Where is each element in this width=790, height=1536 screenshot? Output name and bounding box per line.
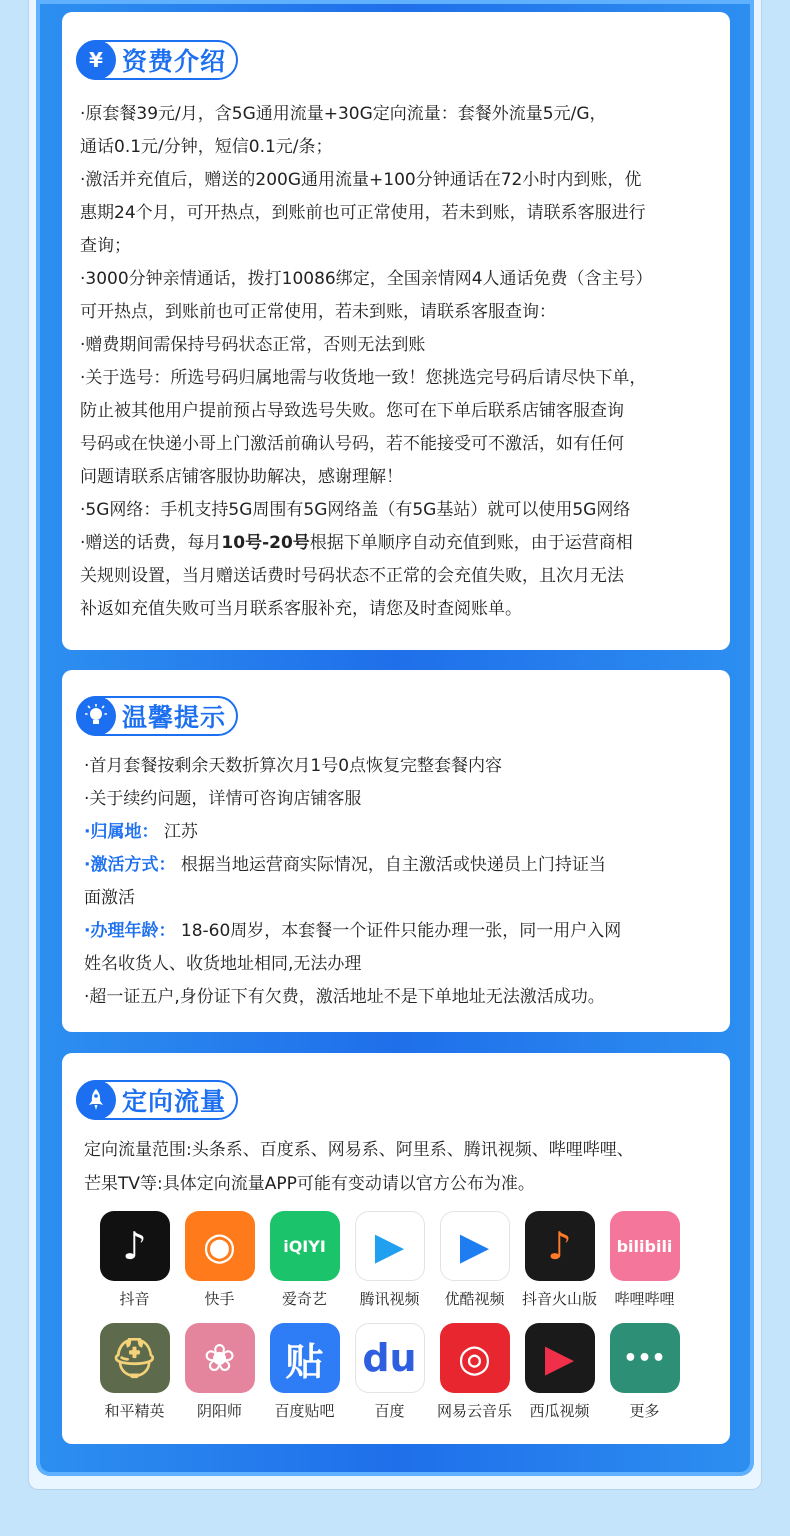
tips-content [84,750,724,1014]
app-label: 阴阳师 [196,1402,242,1420]
fee-line: 关规则设置，当月赠送话费时号码状态不正常的会充值失败，且次月无法 [80,566,624,586]
tip-line: 面激活 [84,888,135,908]
tips-section-title: 温馨提示 [122,703,227,732]
more-icon: ••• [610,1323,680,1393]
tips-section-header [76,696,238,736]
fee-content [80,98,720,626]
tip-line: ·超一证五户,身份证下有欠费，激活地址不是下单地址无法激活成功。 [84,987,605,1007]
app-label: 抖音 [119,1290,150,1308]
app-item[interactable] [262,1211,347,1309]
app-item[interactable] [92,1323,177,1421]
fee-line: 通话0.1元/分钟，短信0.1元/条； [80,137,333,157]
fee-card [62,12,730,650]
douyin-huoshan-icon: ♪ [525,1211,595,1281]
age-label: ·办理年龄： [84,921,176,941]
app-item[interactable] [347,1211,432,1309]
douyin-icon: ♪ [100,1211,170,1281]
app-label: 腾讯视频 [359,1290,420,1308]
region-label: ·归属地： [84,822,159,842]
age-line [84,915,724,948]
directed-desc-line: 定向流量范围:头条系、百度系、网易系、阿里系、腾讯视频、哔哩哔哩、 [84,1140,634,1160]
fee-line: ·原套餐39元/月，含5G通用流量+30G定向流量：套餐外流量5元/G， [80,104,607,124]
app-item[interactable] [517,1323,602,1421]
app-label: 抖音火山版 [521,1290,597,1308]
app-item[interactable] [177,1211,262,1309]
app-label: 和平精英 [104,1402,165,1420]
app-label: 优酷视频 [444,1290,505,1308]
fee-line: 问题请联系店铺客服协助解决，感谢理解！ [80,467,403,487]
xigua-icon: ▶ [525,1323,595,1393]
baidu-tieba-icon: 贴 [270,1323,340,1393]
fee-line: 补返如充值失败可当月联系客服补充，请您及时查阅账单。 [80,599,522,619]
tencent-video-icon: ▶ [355,1211,425,1281]
tip-line: ·首月套餐按剩余天数折算次月1号0点恢复完整套餐内容 [84,756,503,776]
directed-desc [84,1133,724,1201]
app-label: 百度贴吧 [274,1402,335,1420]
directed-section-title: 定向流量 [122,1087,227,1116]
iqiyi-icon: iQIYI [270,1211,340,1281]
tips-card [62,670,730,1032]
fee-line: ·激活并充值后，赠送的200G通用流量+100分钟通话在72小时内到账，优 [80,170,642,190]
activation-label: ·激活方式： [84,855,176,875]
gift-line [80,527,720,560]
gift-prefix: ·赠送的话费，每月 [80,533,222,553]
yen-icon: ¥ [76,40,116,80]
fee-section-title: 资费介绍 [122,47,227,76]
app-item[interactable] [262,1323,347,1421]
fee-line: 惠期24个月，可开热点，到账前也可正常使用，若未到账，请联系客服进行 [80,203,646,223]
region-value: 江苏 [163,822,198,842]
app-grid [92,1211,692,1421]
gift-suffix: 根据下单顺序自动充值到账，由于运营商相 [309,533,633,553]
fee-line: ·3000分钟亲情通话，拨打10086绑定，全国亲情网4人通话免费（含主号） [80,269,653,289]
netease-music-icon: ◎ [440,1323,510,1393]
app-label: 快手 [204,1290,235,1308]
app-item[interactable] [602,1323,687,1421]
lightbulb-icon [76,696,116,736]
tip-line: 姓名收货人、收货地址相同,无法办理 [84,954,362,974]
onmyoji-icon: ❀ [185,1323,255,1393]
app-label: 哔哩哔哩 [614,1290,675,1308]
app-item[interactable] [177,1323,262,1421]
activation-line [84,849,724,882]
kuaishou-icon: ◉ [185,1211,255,1281]
app-label: 西瓜视频 [529,1402,590,1420]
fee-line: ·5G网络：手机支持5G周围有5G网络盖（有5G基站）就可以使用5G网络 [80,500,631,520]
directed-card [62,1053,730,1444]
app-label: 网易云音乐 [436,1402,512,1420]
directed-desc-line: 芒果TV等:具体定向流量APP可能有变动请以官方公布为准。 [84,1174,535,1194]
bilibili-icon: bilibili [610,1211,680,1281]
fee-line: 可开热点，到账前也可正常使用，若未到账，请联系客服查询： [80,302,556,322]
app-item[interactable] [602,1211,687,1309]
app-label: 更多 [629,1402,660,1420]
app-item[interactable] [347,1323,432,1421]
app-label: 爱奇艺 [281,1290,327,1308]
directed-section-header [76,1080,238,1120]
fee-section-header [76,40,238,80]
fee-line: ·关于选号：所选号码归属地需与收货地一致！您挑选完号码后请尽快下单， [80,368,647,388]
age-value: 18-60周岁，本套餐一个证件只能办理一张，同一用户入网 [180,921,622,941]
youku-icon: ▶ [440,1211,510,1281]
peace-elite-icon: ⛑ [100,1323,170,1393]
gift-date-range: 10号-20号 [221,533,310,553]
app-item[interactable] [517,1211,602,1309]
app-item[interactable] [432,1211,517,1309]
fee-line: 查询； [80,236,131,256]
baidu-icon: du [355,1323,425,1393]
fee-line: ·赠费期间需保持号码状态正常，否则无法到账 [80,335,426,355]
fee-line: 号码或在快递小哥上门激活前确认号码，若不能接受可不激活，如有任何 [80,434,624,454]
app-item[interactable] [432,1323,517,1421]
region-line [84,816,724,849]
rocket-icon [76,1080,116,1120]
fee-line: 防止被其他用户提前预占导致选号失败。您可在下单后联系店铺客服查询 [80,401,624,421]
tip-line: ·关于续约问题，详情可咨询店铺客服 [84,789,362,809]
activation-value: 根据当地运营商实际情况，自主激活或快递员上门持证当 [180,855,606,875]
app-label: 百度 [374,1402,405,1420]
app-item[interactable] [92,1211,177,1309]
